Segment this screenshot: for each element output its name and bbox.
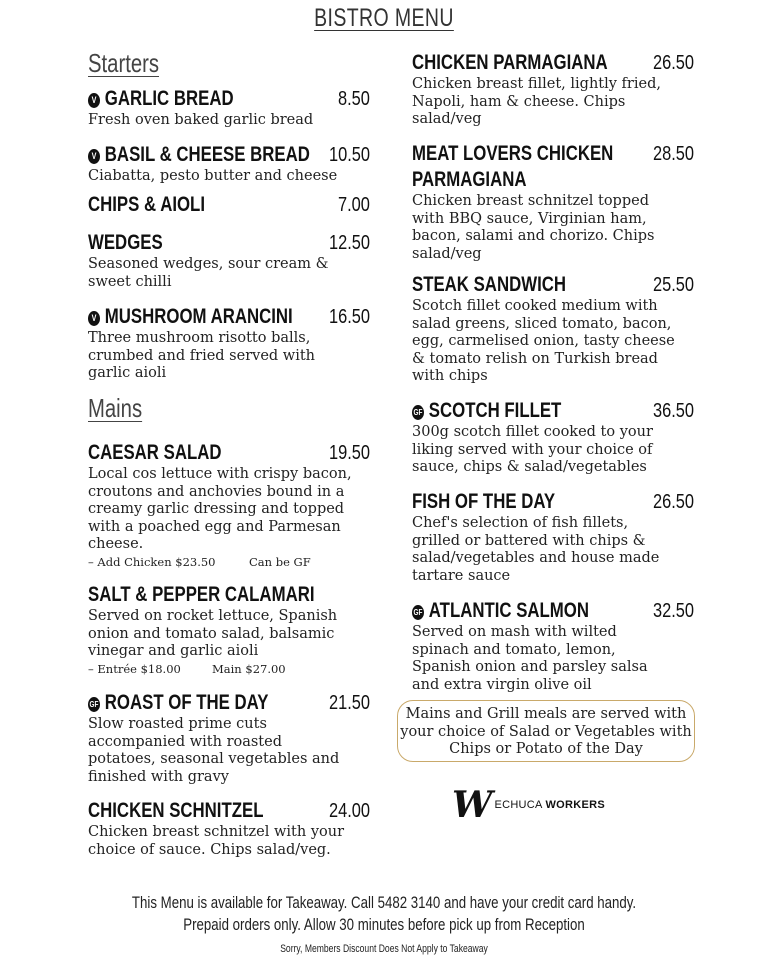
item-price: 26.50 — [652, 491, 694, 513]
menu-item-basil-cheese-bread — [88, 142, 370, 186]
menu-item-roast-of-the-day — [88, 690, 370, 786]
footer-line-1: This Menu is available for Takeaway. Call 5482 3140 and have your credit card handy. — [131, 893, 637, 912]
item-description: Chicken breast fillet, lightly fried, Napoli, ham & cheese. Chips salad/veg — [412, 76, 661, 128]
item-description: Scotch fillet cooked medium with salad greens, sliced tomato, bacon, egg, carmelised onion, tasty cheese & tomato relish on Turkish bread with chips — [412, 298, 675, 385]
item-name: SALT & PEPPER CALAMARI — [88, 583, 315, 606]
section-mains: Mains — [88, 393, 143, 423]
menu-item-chicken-parmagiana — [412, 50, 694, 129]
menu-item-wedges — [88, 230, 370, 291]
item-description: 300g scotch fillet cooked to your liking served with your choice of sauce, chips & salad/vegetables — [412, 424, 653, 476]
item-name: CHICKEN PARMAGIANA — [412, 51, 608, 74]
footer-line-2: Prepaid orders only. Allow 30 minutes before pick up from Reception — [183, 915, 585, 934]
item-description: Seasoned wedges, sour cream & sweet chilli — [88, 256, 329, 290]
item-description: Fresh oven baked garlic bread — [88, 112, 314, 128]
item-name: GF ROAST OF THE DAY — [89, 691, 269, 714]
menu-item-meat-lovers-parmagiana — [412, 141, 694, 263]
menu-item-caesar-salad — [88, 440, 370, 570]
item-price: 28.50 — [652, 143, 694, 165]
logo-mark-icon: W — [452, 784, 487, 826]
item-price: 21.50 — [328, 692, 370, 714]
menu-item-scotch-fillet — [412, 398, 694, 477]
echuca-workers-logo — [452, 784, 605, 826]
vegetarian-icon: V — [88, 93, 100, 108]
item-name: GF SCOTCH FILLET — [413, 399, 562, 422]
gluten-free-icon: GF — [412, 405, 424, 420]
vegetarian-icon: V — [88, 149, 100, 164]
item-price: 19.50 — [328, 442, 370, 464]
item-price: 26.50 — [652, 52, 694, 74]
gluten-free-icon: GF — [88, 697, 100, 712]
menu-title: BISTRO MENU — [314, 4, 454, 32]
item-name: V MUSHROOM ARANCINI — [88, 304, 293, 330]
item-name: MEAT LOVERS CHICKEN — [412, 142, 614, 165]
logo-text: ECHUCA WORKERS — [494, 799, 605, 811]
vegetarian-icon: V — [88, 311, 100, 326]
item-name: CHIPS & AIOLI — [88, 193, 205, 216]
item-name: FISH OF THE DAY — [412, 490, 556, 513]
item-note: – Add Chicken $23.50 Can be GF — [88, 554, 311, 569]
menu-item-steak-sandwich — [412, 272, 694, 386]
item-price: 12.50 — [328, 232, 370, 254]
left-column — [88, 0, 370, 960]
item-price: 16.50 — [328, 306, 370, 328]
menu-item-chicken-schnitzel — [88, 798, 370, 859]
item-name-line2: PARMAGIANA — [412, 168, 527, 191]
item-name: V BASIL & CHEESE BREAD — [88, 142, 310, 168]
footer-line-3: Sorry, Members Discount Does Not Apply to Takeaway — [280, 943, 488, 955]
item-price: 7.00 — [338, 194, 370, 216]
section-starters: Starters — [88, 48, 160, 78]
item-price: 36.50 — [652, 400, 694, 422]
item-price: 32.50 — [652, 600, 694, 622]
item-description: Slow roasted prime cuts accompanied with roasted potatoes, seasonal vegetables and finished with gravy — [88, 716, 340, 785]
item-description: Chef's selection of fish fillets, grilled or battered with chips & salad/vegetables and house made tartare sauce — [412, 515, 660, 584]
item-name: CAESAR SALAD — [88, 441, 222, 464]
item-description: Chicken breast schnitzel with your choice of sauce. Chips salad/veg. — [88, 824, 345, 858]
item-name: WEDGES — [88, 231, 163, 254]
item-description: Three mushroom risotto balls, crumbed and fried served with garlic aioli — [88, 330, 316, 382]
menu-item-chips-aioli — [88, 192, 370, 218]
item-description: Local cos lettuce with crispy bacon, croutons and anchovies bound in a creamy garlic dressing and topped with a poached egg and Parmesan cheese. — [88, 466, 352, 553]
item-name: V GARLIC BREAD — [88, 86, 234, 112]
menu-item-garlic-bread — [88, 86, 370, 130]
item-description: Served on mash with wilted spinach and tomato, lemon, Spanish onion and parsley salsa and extra virgin olive oil — [412, 624, 648, 693]
gluten-free-icon: GF — [412, 605, 424, 620]
item-note: – Entrée $18.00 Main $27.00 — [88, 661, 286, 676]
item-name: STEAK SANDWICH — [412, 273, 566, 296]
item-price: 10.50 — [328, 144, 370, 166]
item-description: Served on rocket lettuce, Spanish onion and tomato salad, balsamic vinegar and garlic aioli — [88, 608, 338, 660]
item-price: 25.50 — [652, 274, 694, 296]
item-name: CHICKEN SCHNITZEL — [88, 799, 264, 822]
menu-item-salt-pepper-calamari — [88, 582, 370, 677]
item-price: 24.00 — [328, 800, 370, 822]
item-description: Ciabatta, pesto butter and cheese — [88, 168, 338, 184]
menu-item-atlantic-salmon — [412, 598, 694, 694]
item-name: GF ATLANTIC SALMON — [413, 599, 589, 622]
item-description: Chicken breast schnitzel topped with BBQ sauce, Virginian ham, bacon, salami and chorizo. Chips salad/veg — [412, 193, 655, 262]
menu-item-fish-of-the-day — [412, 489, 694, 585]
item-price: 8.50 — [338, 88, 370, 110]
menu-item-mushroom-arancini — [88, 304, 370, 383]
mains-info-box: Mains and Grill meals are served with your choice of Salad or Vegetables with Chips or Potato of the Day — [397, 700, 695, 762]
